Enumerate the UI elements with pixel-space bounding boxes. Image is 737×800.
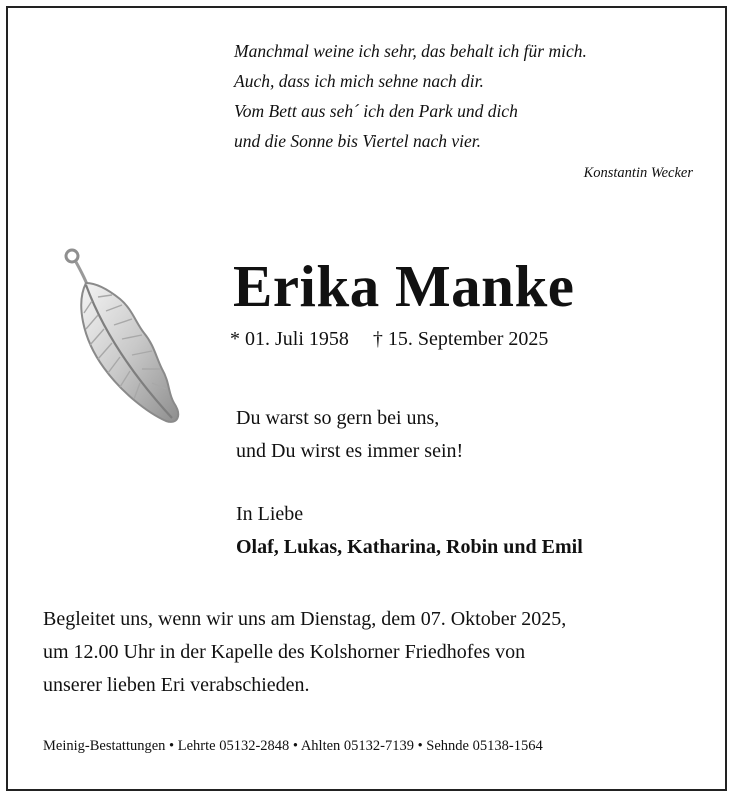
mourners-intro: In Liebe — [236, 503, 304, 525]
deceased-name: Erika Manke — [233, 253, 575, 319]
poem-line: Vom Bett aus seh´ ich den Park und dich — [234, 101, 518, 121]
funeral-announcement — [43, 603, 566, 702]
funeral-line: unserer lieben Eri verabschieden. — [43, 674, 310, 696]
verse-line: Du warst so gern bei uns, — [236, 407, 440, 429]
mourners-names: Olaf, Lukas, Katharina, Robin und Emil — [236, 536, 583, 558]
death-date: † 15. September 2025 — [372, 328, 549, 350]
poem-author: Konstantin Wecker — [583, 165, 693, 181]
funeral-line: um 12.00 Uhr in der Kapelle des Kolshorner Friedhofes von — [43, 641, 526, 663]
poem-line: und die Sonne bis Viertel nach vier. — [234, 131, 482, 151]
poem — [234, 36, 587, 156]
poem-line: Manchmal weine ich sehr, das behalt ich für mich. — [234, 41, 587, 61]
undertaker-footer: Meinig-Bestattungen • Lehrte 05132-2848 • Ahlten 05132-7139 • Sehnde 05138-1564 — [43, 738, 543, 754]
verse-line: und Du wirst es immer sein! — [236, 440, 464, 462]
feather-pendant-icon — [56, 243, 186, 428]
poem-line: Auch, dass ich mich sehne nach dir. — [234, 71, 484, 91]
birth-date: * 01. Juli 1958 — [230, 328, 349, 350]
remembrance-verse — [236, 402, 463, 468]
mourners — [236, 498, 583, 564]
life-dates — [230, 328, 548, 351]
funeral-line: Begleitet uns, wenn wir uns am Dienstag, dem 07. Oktober 2025, — [43, 608, 567, 630]
